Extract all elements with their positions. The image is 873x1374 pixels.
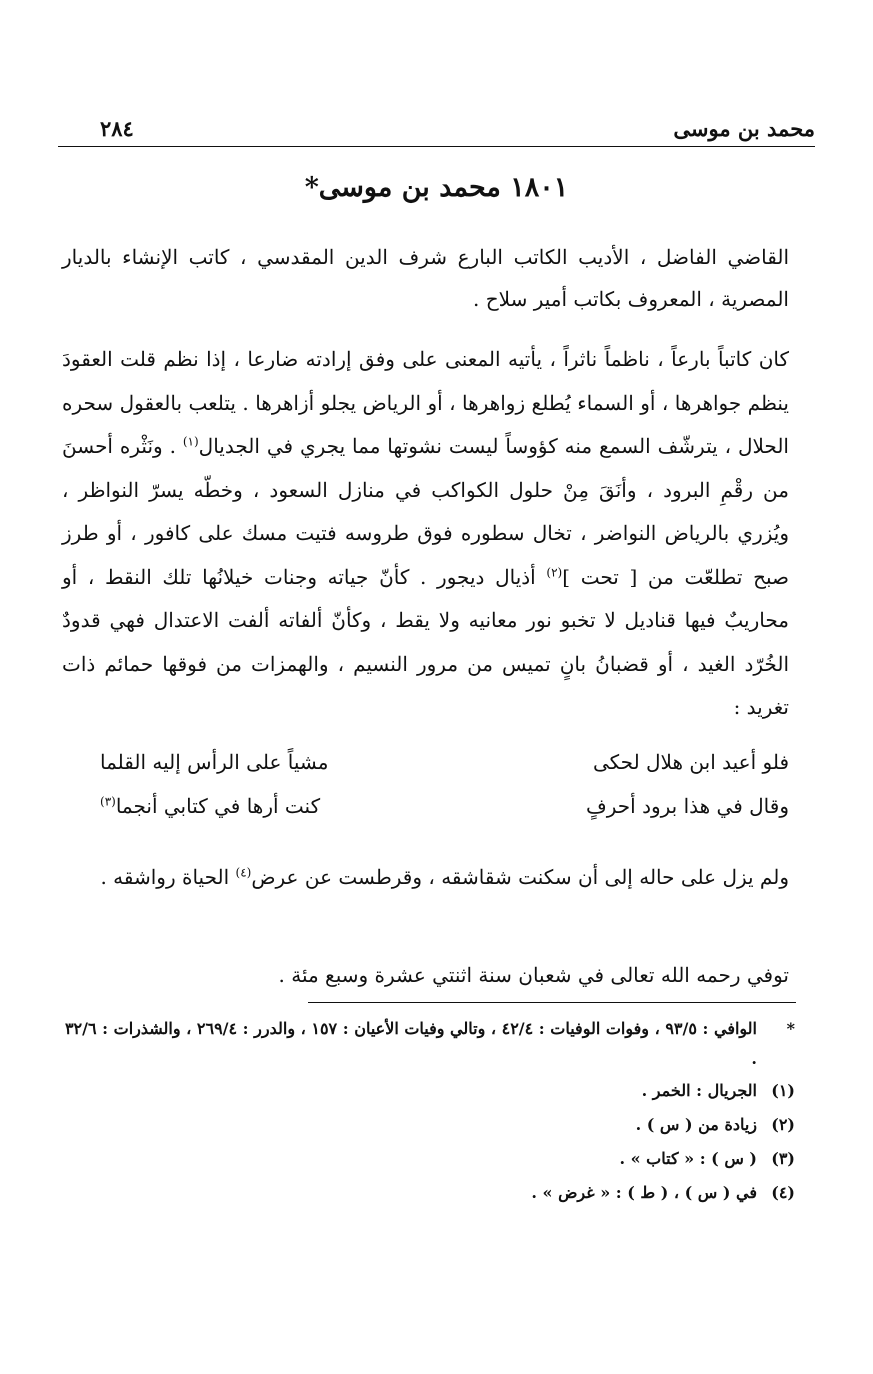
footnote-marker: *	[786, 1019, 795, 1038]
verse-hemistich-second: مشياً على الرأس إليه القلما	[100, 750, 329, 774]
footnote-marker: (٣)	[771, 1149, 795, 1168]
paragraph-description	[62, 338, 789, 730]
poem-verses	[100, 750, 789, 838]
footnote-marker: (٤)	[771, 1183, 795, 1202]
footnote-ref-2: (٢)	[546, 564, 563, 579]
footnote-ref-1: (١)	[182, 434, 199, 449]
entry-title: ١٨٠١ محمد بن موسى*	[304, 172, 569, 203]
footnote-text: زيادة من ( س ) .	[635, 1115, 757, 1134]
page-number: ٢٨٤	[100, 116, 134, 141]
footnote-marker: (٢)	[771, 1115, 795, 1134]
footnote-2	[58, 1108, 795, 1142]
page-header	[58, 112, 815, 147]
running-title: محمد بن موسى	[673, 116, 815, 141]
paragraph-decline	[62, 856, 789, 898]
paragraph-death: توفي رحمه الله تعالى في شعبان سنة اثنتي عشرة وسبع مئة .	[278, 963, 789, 987]
footnotes	[58, 1014, 795, 1210]
footnote-text: ( س ) : « كتاب » .	[619, 1149, 757, 1168]
footnote-sources	[58, 1014, 795, 1074]
footnote-ref-3: (٣)	[100, 794, 116, 809]
footnote-text: في ( س ) ، ( ط ) : « غرض » .	[531, 1183, 757, 1202]
footnote-ref-4: (٤)	[235, 865, 252, 880]
footnote-text: الجريال : الخمر .	[641, 1081, 757, 1100]
footnote-1	[58, 1074, 795, 1108]
footnote-marker: (١)	[771, 1081, 795, 1100]
verse-hemistich-second: كنت أرها في كتابي أنجما$^{(٣)}$	[100, 794, 321, 818]
paragraph-description-part-1: كان كاتباً بارعاً ، ناظماً ناثراً ، يأتيه المعنى على وفق إرادته ضارعا ، إذا نظم قلت العقودَ ينظم جواهرها ، أو السماء يُطلع زواهرها ، أو الرياض يجلو أزاهرها . يتلعب بالعقول سحره الحلال ، يترشّف السمع منه كؤوساً ليست نشوتها مما يجري في الجديال	[62, 347, 789, 458]
paragraph-description-part-2: . ونَثْره أحسنَ من رقْمِ البرود ، وأنَقَ مِنْ حلول الكواكب في منازل السعود ، وخطّه يسرّ النواظر ، ويُزري بالرياض النواضر ، تخال سطوره فوق طروسه فتيت مسك على كافور ، أو طرز صبح تطلعّت من [ تحت ]	[62, 434, 789, 589]
verse-line-1	[100, 750, 789, 794]
verse-hemistich-first: وقال في هذا برود أحرفٍ	[586, 794, 789, 818]
footnote-4	[58, 1176, 795, 1210]
paragraph-description-part-3: أذيال ديجور . كأنّ جياته وجنات خيلانُها تلك النقط ، أو محاريبٌ فيها قناديل لا تخبو نور معانيه ولا يقط ، وكأنّ ألفاته ألفت الاعتدال فهي قدودٌ الخُرّد الغيد ، أو قضبانُ بانٍ تميس من مرور النسيم ، والهمزات من فوقها حمائم ذات تغريد :	[62, 564, 789, 719]
paragraph-intro: القاضي الفاضل ، الأديب الكاتب البارع شرف الدين المقدسي ، كاتب الإنشاء بالديار المصرية ، المعروف بكاتب أمير سلاح .	[62, 245, 789, 311]
footnote-3	[58, 1142, 795, 1176]
footnote-text: الوافي : ٩٣/٥ ، وفوات الوفيات : ٤٢/٤ ، وتالي وفيات الأعيان : ١٥٧ ، والدرر : ٢٦٩/٤ ، والشذرات : ٣٢/٦ .	[64, 1019, 757, 1068]
footnote-divider	[308, 1002, 796, 1003]
verse-line-2	[100, 794, 789, 838]
paragraph-decline-part-2: الحياة رواشقه .	[100, 865, 236, 889]
verse-hemistich-first: فلو أعيد ابن هلال لحكى	[592, 750, 789, 774]
paragraph-decline-part-1: ولم يزل على حاله إلى أن سكنت شقاشقه ، وقرطست عن عرض	[251, 865, 789, 889]
